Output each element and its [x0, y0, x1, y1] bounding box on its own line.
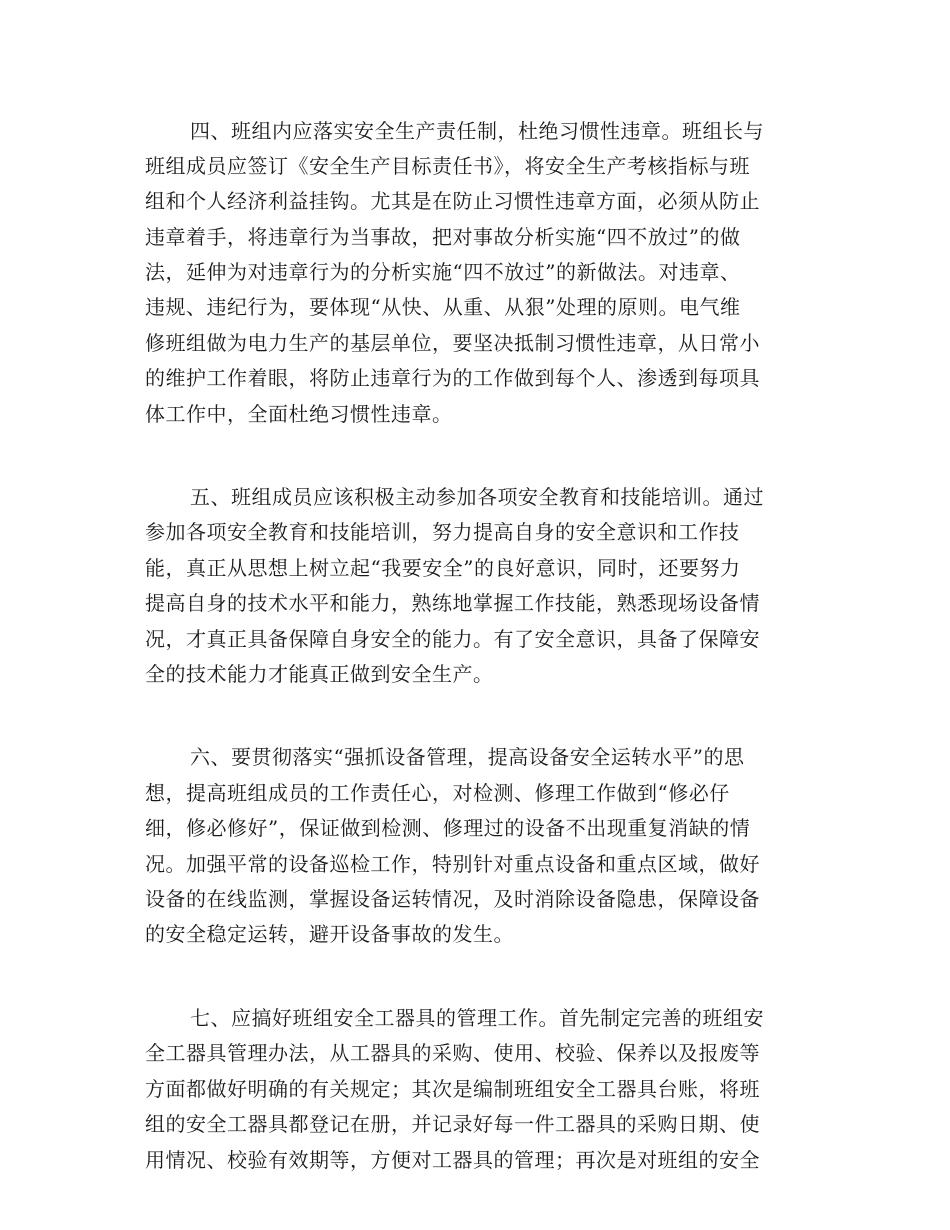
paragraph-line: 细，修必修好”，保证做到检测、修理过的设备不出现重复消缺的情 [145, 816, 751, 840]
paragraph-line: 能，真正从思想上树立起“我要安全”的良好意识，同时，还要努力 [145, 556, 741, 580]
paragraph-line: 用情况、校验有效期等，方便对工器具的管理；再次是对班组的安全 [145, 1148, 760, 1172]
paragraph-line: 组的安全工器具都登记在册，并记录好每一件工器具的采购日期、使 [145, 1112, 760, 1136]
paragraph-line: 违规、违纪行为，要体现“从快、从重、从狠”处理的原则。电气维 [145, 295, 741, 319]
paragraph-line: 五、班组成员应该积极主动参加各项安全教育和技能培训。通过 [190, 485, 764, 509]
paragraph-line: 班组成员应签订《安全生产目标责任书》，将安全生产考核指标与班 [145, 154, 750, 178]
paragraph-line: 全工器具管理办法，从工器具的采购、使用、校验、保养以及报废等 [145, 1041, 760, 1065]
paragraph-line: 全的技术能力才能真正做到安全生产。 [145, 662, 494, 686]
paragraph-line: 修班组做为电力生产的基层单位，要坚决抵制习惯性违章，从日常小 [145, 331, 760, 355]
paragraph-line: 体工作中，全面杜绝习惯性违章。 [145, 402, 453, 426]
paragraph-line: 况。加强平常的设备巡检工作，特别针对重点设备和重点区域，做好 [145, 852, 760, 876]
paragraph-line: 四、班组内应落实安全生产责任制，杜绝习惯性违章。班组长与 [190, 119, 764, 143]
paragraph-line: 想，提高班组成员的工作责任心，对检测、修理工作做到“修必仔 [145, 781, 730, 805]
paragraph-line: 七、应搞好班组安全工器具的管理工作。首先制定完善的班组安 [190, 1006, 764, 1030]
paragraph-line: 设备的在线监测，掌握设备运转情况，及时消除设备隐患，保障设备 [145, 887, 760, 911]
paragraph-line: 参加各项安全教育和技能培训，努力提高自身的安全意识和工作技 [145, 520, 740, 544]
paragraph-line: 方面都做好明确的有关规定；其次是编制班组安全工器具台账，将班 [145, 1077, 760, 1101]
paragraph-line: 的维护工作着眼，将防止违章行为的工作做到每个人、渗透到每项具 [145, 366, 760, 390]
paragraph-line: 法，延伸为对违章行为的分析实施“四不放过”的新做法。对违章、 [145, 260, 741, 284]
paragraph-line: 况，才真正具备保障自身安全的能力。有了安全意识，具备了保障安 [145, 627, 760, 651]
paragraph-line: 提高自身的技术水平和能力，熟练地掌握工作技能，熟悉现场设备情 [145, 591, 760, 615]
paragraph-line: 的安全稳定运转，避开设备事故的发生。 [145, 922, 514, 946]
paragraph-line: 组和个人经济利益挂钩。尤其是在防止习惯性违章方面，必须从防止 [145, 189, 760, 213]
paragraph-line: 违章着手，将违章行为当事故，把对事故分析实施“四不放过”的做 [145, 225, 741, 249]
paragraph-line: 六、要贯彻落实“强抓设备管理，提高设备安全运转水平”的思 [190, 745, 745, 769]
